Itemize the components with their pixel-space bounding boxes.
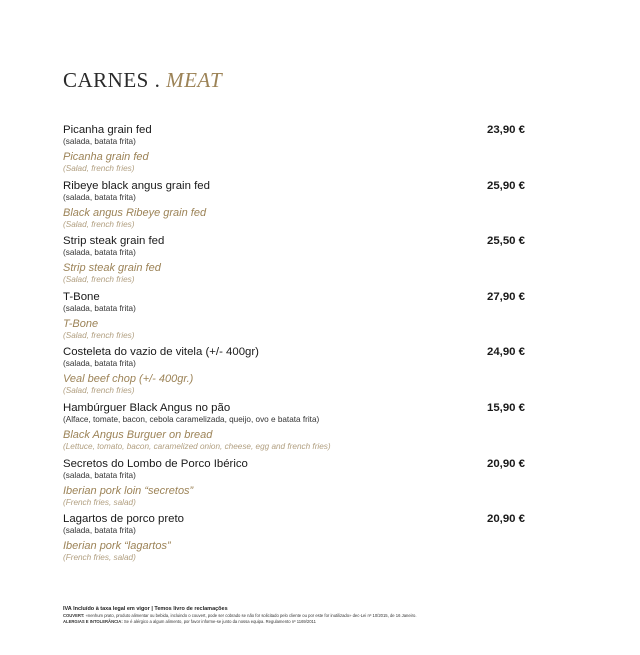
item-name-pt: Lagartos de porco preto bbox=[63, 513, 184, 526]
item-name-en: Picanha grain fed bbox=[63, 151, 149, 163]
item-price: 23,90 € bbox=[486, 124, 525, 136]
allergy-label: ALERGIAS E INTOLERÂNCIA: bbox=[63, 618, 123, 624]
footer-vat-note: IVA Incluído à taxa legal em vigor | Temos livro de reclamações bbox=[63, 606, 228, 612]
footer-allergy-note bbox=[63, 619, 583, 625]
item-desc-en: (Lettuce, tomato, bacon, caramelized onion, cheese, egg and french fries) bbox=[63, 441, 331, 451]
item-desc-pt: (salada, batata frita) bbox=[63, 192, 136, 202]
menu-item bbox=[63, 458, 525, 514]
item-price: 20,90 € bbox=[486, 457, 525, 470]
item-name-pt: Picanha grain fed bbox=[63, 124, 152, 136]
menu-item bbox=[63, 513, 525, 569]
item-desc-pt: (salada, batata frita) bbox=[63, 248, 136, 258]
item-name-pt: Secretos do Lombo de Porco Ibérico bbox=[63, 457, 248, 470]
item-desc-pt: (Alface, tomate, bacon, cebola caramelizada, queijo, ovo e batata frita) bbox=[63, 414, 320, 424]
page-title bbox=[63, 68, 222, 93]
menu-item bbox=[63, 124, 525, 180]
allergy-text: Se é alérgico a algum alimento, por favor informe-se junto da nossa equipa. Regulamento nº 1169/2011 bbox=[122, 618, 316, 624]
couvert-label: COUVERT: bbox=[63, 613, 85, 618]
title-pt: CARNES . bbox=[63, 68, 161, 92]
item-name-en: Iberian pork loin “secretos” bbox=[63, 484, 194, 497]
item-name-en: Iberian pork “lagartos” bbox=[63, 540, 171, 553]
item-price: 20,90 € bbox=[486, 513, 525, 526]
item-name-pt: T-Bone bbox=[63, 290, 100, 303]
item-name-en: T-Bone bbox=[63, 317, 99, 330]
menu-list bbox=[63, 124, 525, 569]
item-desc-en: (French fries, salad) bbox=[63, 553, 136, 563]
menu-item bbox=[63, 180, 525, 236]
item-name-pt: Strip steak grain fed bbox=[63, 235, 165, 248]
item-price: 15,90 € bbox=[486, 401, 525, 414]
item-desc-pt: (salada, batata frita) bbox=[63, 137, 136, 146]
item-name-en: Strip steak grain fed bbox=[63, 262, 161, 275]
item-name-en: Black angus Ribeye grain fed bbox=[63, 206, 207, 219]
couvert-text: «nenhum prato, produto alimentar ou bebida, incluindo o couvert, pode ser cobrado se não for solicitado pelo cliente ou por este for inutilizado» dec-Lei nº 10/2015, de 16 Janeiro. bbox=[84, 613, 417, 618]
menu-item bbox=[63, 346, 525, 402]
item-name-en: Black Angus Burguer on bread bbox=[63, 428, 213, 441]
item-name-pt: Costeleta do vazio de vitela (+/- 400gr) bbox=[63, 346, 259, 359]
item-price: 27,90 € bbox=[486, 290, 525, 303]
item-desc-en: (French fries, salad) bbox=[63, 497, 136, 507]
item-desc-pt: (salada, batata frita) bbox=[63, 359, 136, 369]
title-en: MEAT bbox=[166, 68, 223, 92]
item-desc-pt: (salada, batata frita) bbox=[63, 470, 136, 480]
item-price: 25,90 € bbox=[486, 179, 525, 192]
item-name-en: Veal beef chop (+/- 400gr.) bbox=[63, 373, 194, 386]
item-name-pt: Hambúrguer Black Angus no pão bbox=[63, 401, 231, 414]
footer-notes bbox=[63, 606, 583, 624]
item-desc-en: (Salad, french fries) bbox=[63, 219, 135, 229]
item-desc-pt: (salada, batata frita) bbox=[63, 526, 136, 536]
item-desc-en: (Salad, french fries) bbox=[63, 164, 135, 173]
menu-item bbox=[63, 291, 525, 347]
item-price: 25,50 € bbox=[486, 235, 525, 248]
item-desc-en: (Salad, french fries) bbox=[63, 386, 135, 396]
menu-item bbox=[63, 402, 525, 458]
item-desc-en: (Salad, french fries) bbox=[63, 330, 135, 340]
item-desc-pt: (salada, batata frita) bbox=[63, 303, 136, 313]
item-name-pt: Ribeye black angus grain fed bbox=[63, 179, 210, 192]
menu-item bbox=[63, 235, 525, 291]
item-price: 24,90 € bbox=[486, 346, 525, 359]
item-desc-en: (Salad, french fries) bbox=[63, 275, 135, 285]
